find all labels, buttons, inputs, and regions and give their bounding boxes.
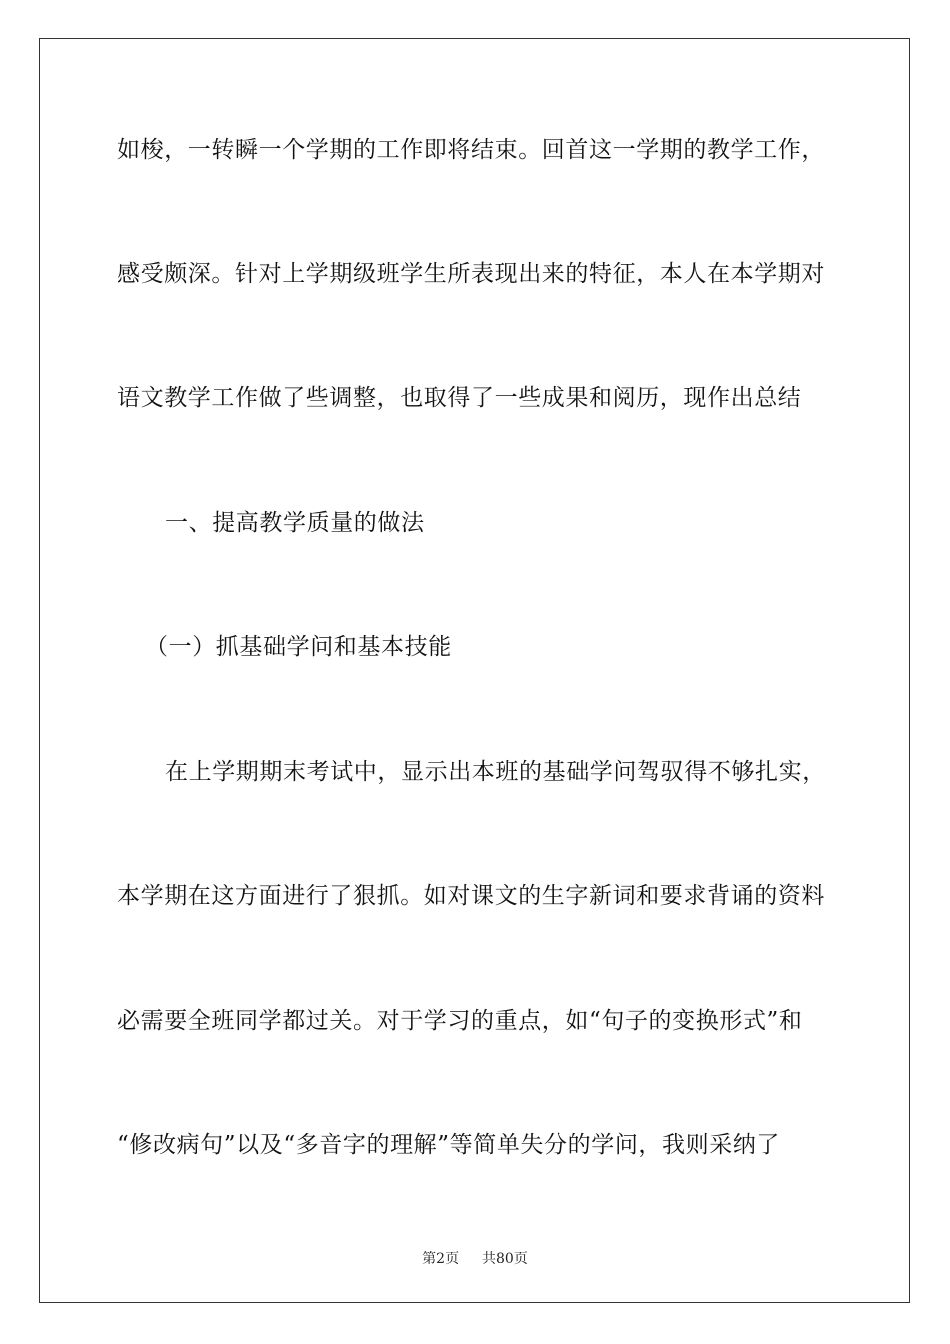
body-text-line-6: 必需要全班同学都过关。对于学习的重点，如“句子的变换形式”和: [117, 1008, 803, 1034]
body-text-line-4: 在上学期期末考试中，显示出本班的基础学问驾驭得不够扎实，: [165, 759, 826, 785]
section-heading: 一、提高教学质量的做法: [165, 510, 425, 536]
body-text-line-1: 如梭，一转瞬一个学期的工作即将结束。回首这一学期的教学工作，: [117, 137, 825, 163]
page-border: [39, 38, 910, 1303]
page-number: 第2页: [422, 1251, 460, 1267]
subsection-heading: （一）抓基础学问和基本技能: [145, 634, 452, 660]
body-text-line-2: 感受颇深。针对上学期级班学生所表现出来的特征，本人在本学期对: [117, 261, 825, 287]
body-text-line-3: 语文教学工作做了些调整，也取得了一些成果和阅历，现作出总结: [117, 385, 802, 411]
page-total: 共80页: [482, 1251, 528, 1267]
body-text-line-7: “修改病句”以及“多音字的理解”等简单失分的学问，我则采纳了: [117, 1132, 781, 1158]
page-footer: [0, 1248, 950, 1268]
body-text-line-5: 本学期在这方面进行了狠抓。如对课文的生字新词和要求背诵的资料: [117, 883, 825, 909]
